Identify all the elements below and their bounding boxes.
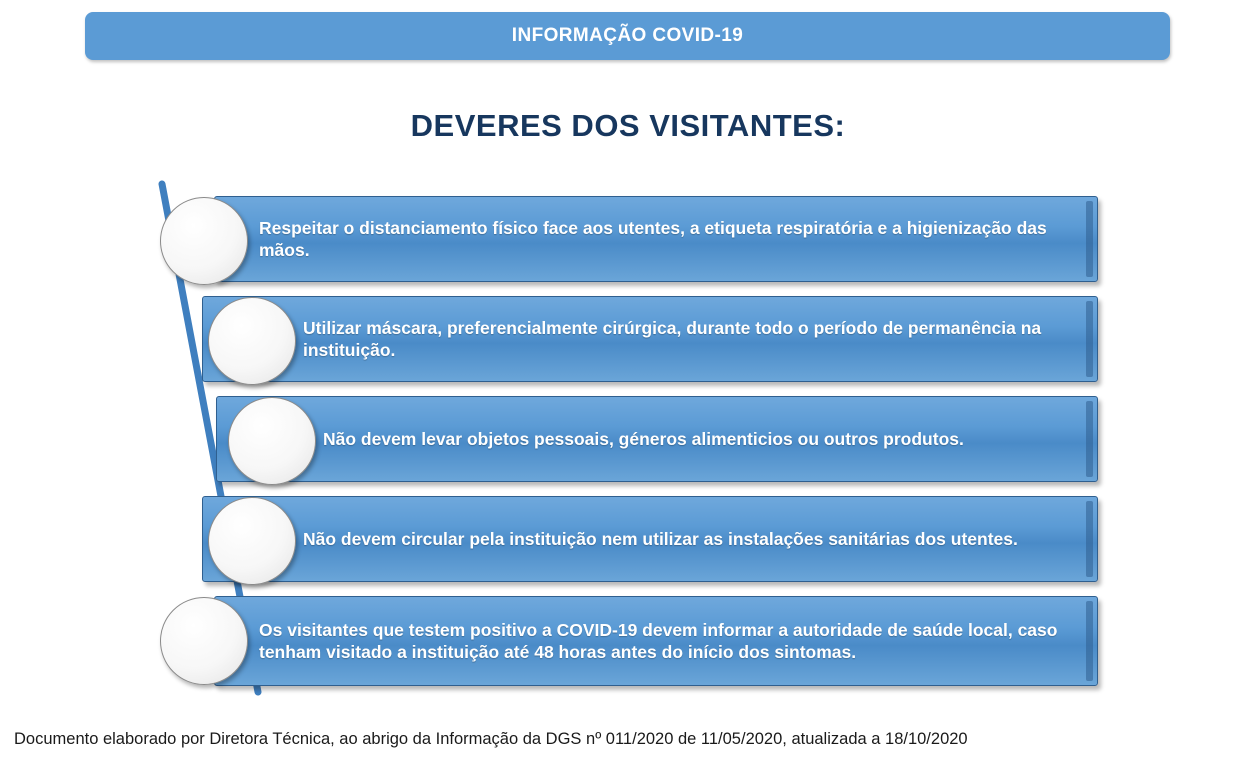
duty-text: Não devem circular pela instituição nem utilizar as instalações sanitárias dos utentes.	[303, 528, 1018, 549]
page-title: DEVERES DOS VISITANTES:	[410, 108, 846, 143]
duties-diagram	[140, 178, 1120, 698]
duty-bullet-circle	[208, 497, 296, 585]
footer-note: Documento elaborado por Diretora Técnica, ao abrigo da Informação da DGS nº 011/2020 de 11/05/2020, atualizada a 18/10/2020	[14, 730, 968, 749]
duty-bar	[202, 296, 1098, 382]
duty-bullet-circle	[160, 597, 248, 685]
duty-text: Respeitar o distanciamento físico face aos utentes, a etiqueta respiratória e a higienização das mãos.	[259, 217, 1047, 260]
duty-bar	[214, 196, 1098, 282]
covid-info-banner	[85, 12, 1170, 60]
duty-bullet-circle	[160, 197, 248, 285]
duty-text: Não devem levar objetos pessoais, géneros alimenticios ou outros produtos.	[323, 428, 964, 449]
duty-bullet-circle	[208, 297, 296, 385]
duty-text: Os visitantes que testem positivo a COVID-19 devem informar a autoridade de saúde local, caso tenham visitado a instituição até 48 horas antes do início dos sintomas.	[259, 619, 1058, 662]
duty-row	[140, 596, 1100, 688]
duty-bar	[216, 396, 1098, 482]
duty-text: Utilizar máscara, preferencialmente cirúrgica, durante todo o período de permanência na instituição.	[303, 317, 1042, 360]
duty-bullet-circle	[228, 397, 316, 485]
duty-row	[140, 296, 1100, 388]
duty-row	[140, 396, 1100, 488]
duty-row	[140, 496, 1100, 588]
banner-title: INFORMAÇÃO COVID-19	[511, 25, 744, 46]
duty-bar	[202, 496, 1098, 582]
duty-bar	[214, 596, 1098, 686]
duty-row	[140, 196, 1100, 288]
